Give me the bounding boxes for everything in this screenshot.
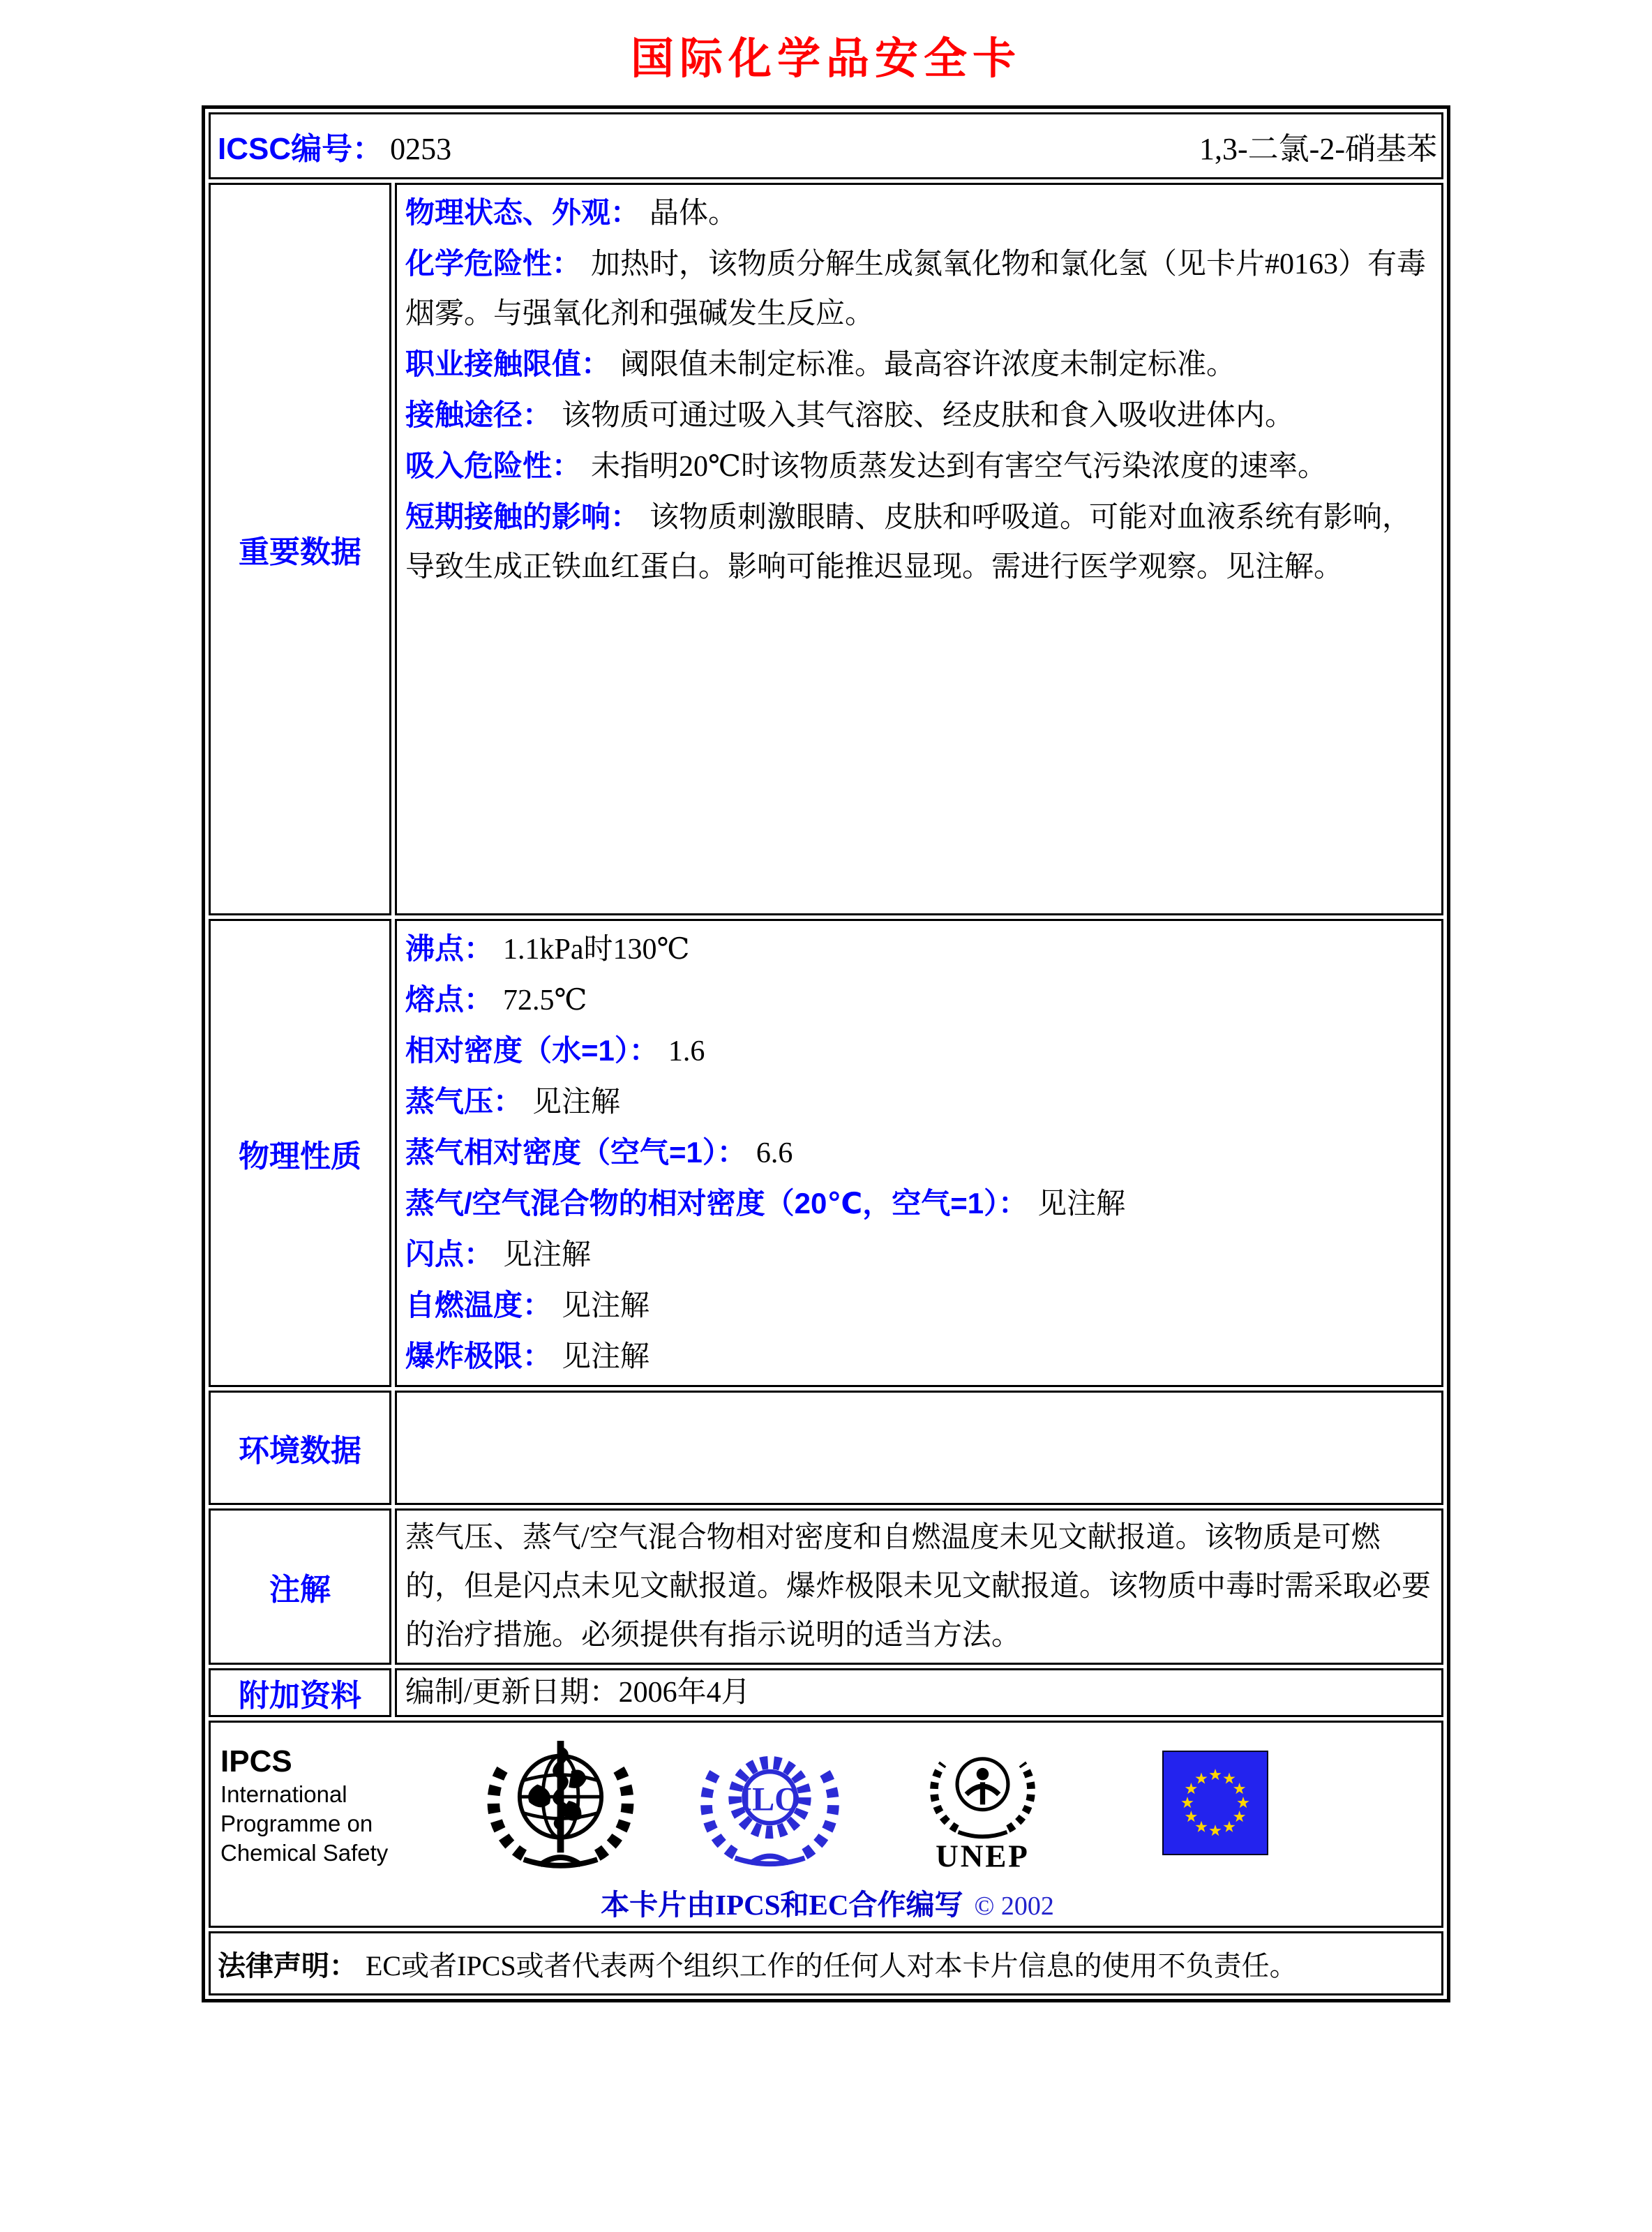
icsc-number (218, 123, 451, 168)
field-physical-state (405, 188, 1432, 239)
chemical-name: 1,3-二氯-2-硝基苯 (1199, 132, 1437, 166)
field-label: 化学危险性： (405, 247, 582, 280)
field-value: 见注解 (503, 1239, 592, 1271)
field-value: 加热时，该物质分解生成氮氧化物和氯化氢（见卡片#0163）有毒烟雾。与强氧化剂和强碱发生反应。 (405, 248, 1427, 330)
unep-logo-icon (922, 1731, 1044, 1878)
additional-info-row (209, 1668, 1443, 1717)
field-short-term-effects (405, 492, 1432, 592)
header-cell (209, 112, 1443, 179)
icsc-card-page (0, 14, 1652, 2232)
ipcs-text-block (220, 1744, 419, 1868)
eu-flag-icon (1162, 1751, 1268, 1859)
who-logo-icon (486, 1731, 636, 1874)
logos-band (220, 1731, 1434, 1878)
notes-content: 蒸气压、蒸气/空气混合物相对密度和自燃温度未见文献报道。该物质是可燃的，但是闪点未见文献报道。爆炸极限未见文献报道。该物质中毒时需采取必要的治疗措施。必须提供有指示说明的适当方法。 (395, 1508, 1443, 1665)
page-title: 国际化学品安全卡 (630, 35, 1021, 83)
cooperation-caption (220, 1882, 1434, 1923)
field-inhalation-risk (405, 441, 1432, 492)
field-value: 晶体。 (649, 197, 738, 230)
field-label: 自燃温度： (405, 1289, 553, 1321)
field-vapor-density (405, 1128, 1432, 1178)
field-explosive-limits (405, 1331, 1432, 1382)
logos-cell (209, 1721, 1443, 1928)
icsc-card-table (202, 105, 1450, 2002)
field-label: 蒸气/空气混合物的相对密度（20℃，空气=1）： (405, 1187, 1028, 1220)
ipcs-abbreviation: IPCS (220, 1744, 292, 1778)
field-label: 熔点： (405, 983, 494, 1016)
important-data-row (209, 183, 1443, 915)
field-occupational-limits (405, 339, 1432, 390)
copyright-text: © 2002 (974, 1892, 1054, 1921)
cooperation-caption-text: 本卡片由IPCS和EC合作编写 (601, 1889, 963, 1921)
ilo-letters: ILO (739, 1781, 801, 1818)
field-value: 见注解 (532, 1086, 621, 1118)
field-label: 沸点： (405, 932, 494, 965)
field-label: 短期接触的影响： (405, 500, 640, 533)
field-value: 见注解 (562, 1290, 650, 1322)
field-exposure-routes (405, 390, 1432, 441)
field-label: 爆炸极限： (405, 1340, 553, 1372)
field-value: 6.6 (756, 1137, 793, 1169)
physical-properties-row (209, 919, 1443, 1387)
field-value: 未指明20℃时该物质蒸发达到有害空气污染浓度的速率。 (591, 451, 1328, 483)
field-melting-point (405, 975, 1432, 1026)
environmental-data-row-label: 环境数据 (209, 1391, 391, 1505)
header-row (209, 112, 1443, 179)
field-value: 1.1kPa时130℃ (503, 934, 690, 966)
ipcs-line-3: Chemical Safety (220, 1840, 389, 1866)
field-label: 相对密度（水=1）： (405, 1034, 659, 1067)
field-value: 见注解 (562, 1341, 650, 1373)
logos-row (209, 1721, 1443, 1928)
field-vapor-air-density (405, 1178, 1432, 1229)
physical-properties-row-label: 物理性质 (209, 919, 391, 1387)
legal-row (209, 1931, 1443, 1995)
field-value: 该物质刺激眼睛、皮肤和呼吸道。可能对血液系统有影响，导致生成正铁血红蛋白。影响可能推迟显现。需进行医学观察。见注解。 (405, 502, 1412, 583)
field-value: 72.5℃ (503, 984, 587, 1017)
legal-label: 法律声明： (218, 1950, 357, 1982)
ilo-logo-icon (698, 1738, 841, 1871)
important-data-content (395, 183, 1443, 915)
field-label: 物理状态、外观： (405, 196, 640, 229)
field-label: 蒸气压： (405, 1085, 523, 1118)
field-value: 1.6 (668, 1035, 705, 1068)
field-label: 蒸气相对密度（空气=1）： (405, 1136, 746, 1169)
field-value: 见注解 (1037, 1188, 1126, 1220)
legal-cell (209, 1931, 1443, 1995)
notes-row-label: 注解 (209, 1508, 391, 1665)
environmental-data-content (395, 1391, 1443, 1505)
field-vapor-pressure (405, 1077, 1432, 1128)
ipcs-line-2: Programme on (220, 1811, 373, 1836)
important-data-row-label: 重要数据 (209, 183, 391, 915)
notes-row (209, 1508, 1443, 1665)
field-label: 吸入危险性： (405, 449, 582, 482)
field-relative-density (405, 1026, 1432, 1077)
field-value: 该物质可通过吸入其气溶胶、经皮肤和食入吸收进体内。 (562, 400, 1295, 432)
environmental-data-row (209, 1391, 1443, 1505)
ipcs-line-1: International (220, 1781, 347, 1807)
field-value: 阈限值未制定标准。最高容许浓度未制定标准。 (620, 349, 1236, 381)
legal-text: EC或者IPCS或者代表两个组织工作的任何人对本卡片信息的使用不负责任。 (366, 1949, 1298, 1982)
field-flash-point (405, 1229, 1432, 1280)
icsc-number-value: 0253 (390, 132, 452, 166)
physical-properties-content (395, 919, 1443, 1387)
additional-info-row-label: 附加资料 (209, 1668, 391, 1717)
field-chemical-danger (405, 239, 1432, 339)
field-boiling-point (405, 924, 1432, 975)
additional-info-content: 编制/更新日期：2006年4月 (395, 1668, 1443, 1717)
icsc-number-label: ICSC编号： (218, 132, 384, 166)
field-label: 职业接触限值： (405, 347, 611, 380)
field-label: 闪点： (405, 1238, 494, 1271)
unep-letters: UNEP (936, 1838, 1030, 1874)
field-label: 接触途径： (405, 398, 553, 431)
field-autoignition-temp (405, 1280, 1432, 1331)
